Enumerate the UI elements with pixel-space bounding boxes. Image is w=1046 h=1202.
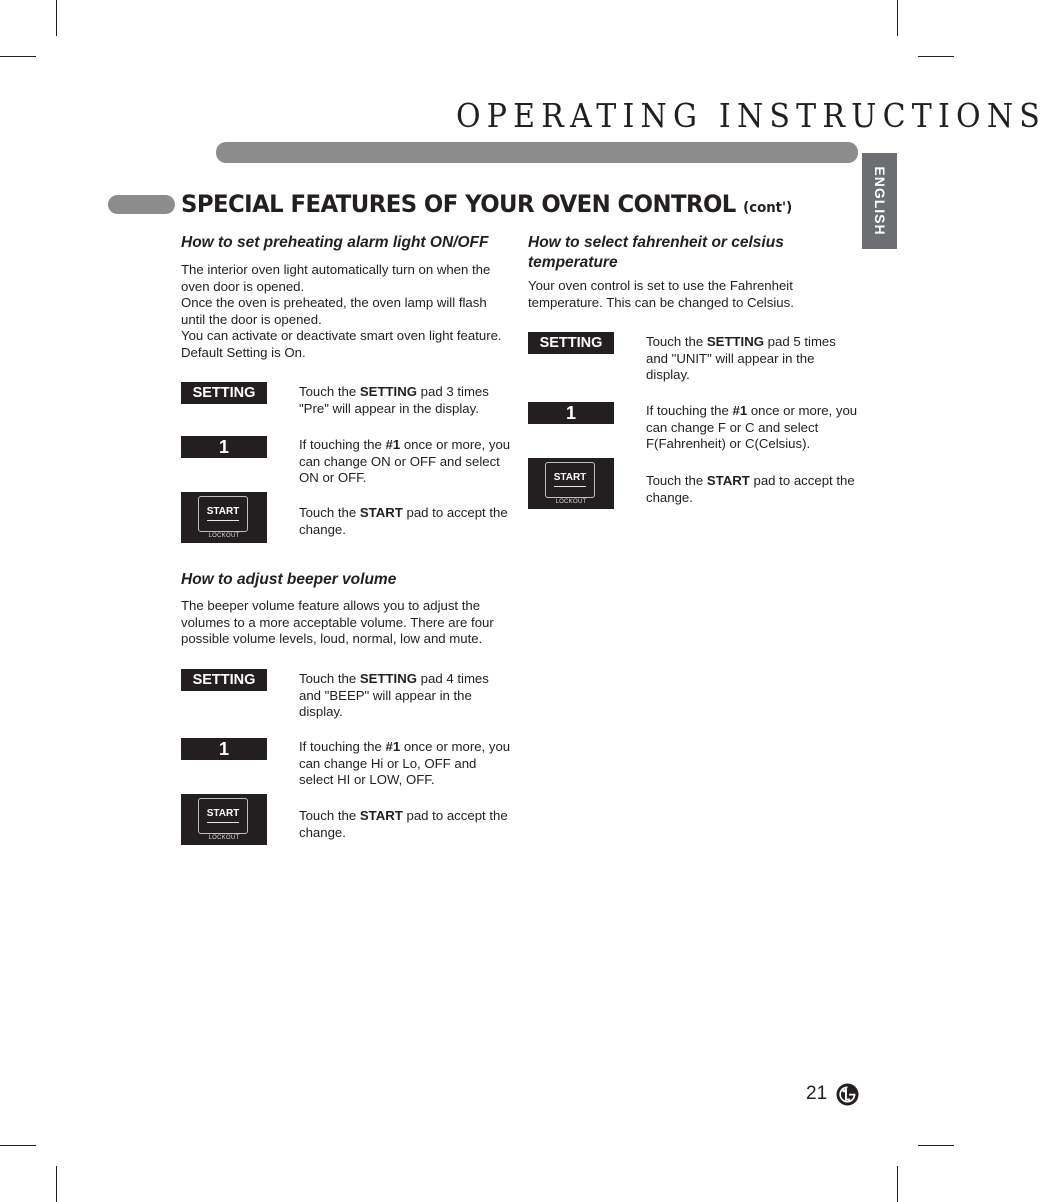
- crop-mark: [56, 1166, 57, 1202]
- step-instruction: [646, 334, 858, 384]
- crop-mark: [918, 56, 954, 57]
- number-pad-label: 1: [218, 739, 229, 759]
- step-text: Touch the: [646, 334, 707, 349]
- step-text: once or more, you can change ON or OFF and select ON or OFF.: [299, 437, 511, 485]
- start-pad[interactable]: [181, 492, 267, 543]
- number-1-pad[interactable]: [528, 402, 614, 424]
- temperature-heading: How to select fahrenheit or celsius temperature: [528, 234, 784, 271]
- start-pad-line: [207, 822, 239, 823]
- step-instruction: [299, 384, 511, 417]
- setting-pad-label: SETTING: [192, 385, 256, 401]
- step-text: pad 5 times and "UNIT" will appear in the display.: [646, 334, 836, 382]
- step-instruction: [299, 671, 511, 721]
- step-text-bold: SETTING: [359, 671, 418, 686]
- setting-pad[interactable]: [528, 332, 614, 354]
- step-text-bold: SETTING: [706, 334, 765, 349]
- start-pad-frame: [198, 496, 248, 532]
- step-text: If touching the: [299, 739, 386, 754]
- step-text: once or more, you can change Hi or Lo, OFF and select HI or LOW, OFF.: [299, 739, 511, 787]
- step-text: once or more, you can change F or C and select F(Fahrenheit) or C(Celsius).: [646, 403, 858, 451]
- number-1-pad[interactable]: [181, 738, 267, 760]
- step-text-bold: #1: [732, 403, 748, 418]
- step-instruction: [299, 808, 511, 841]
- start-pad-line: [554, 486, 586, 487]
- step-text: If touching the: [299, 437, 386, 452]
- step-instruction: [299, 437, 511, 487]
- crop-mark: [0, 1145, 36, 1146]
- step-text: pad to accept the change.: [299, 505, 508, 537]
- step-text-bold: START: [359, 808, 403, 823]
- crop-mark: [897, 1166, 898, 1202]
- preheat-heading: How to set preheating alarm light ON/OFF: [181, 234, 489, 251]
- setting-pad[interactable]: [181, 382, 267, 404]
- step-text: pad 3 times "Pre" will appear in the display.: [299, 384, 489, 416]
- preheat-description-line: Once the oven is preheated, the oven lamp will flash until the door is opened.: [181, 295, 487, 327]
- section-pill: [108, 195, 175, 214]
- setting-pad-label: SETTING: [539, 335, 603, 351]
- step-text: pad to accept the change.: [299, 808, 508, 840]
- setting-pad[interactable]: [181, 669, 267, 691]
- step-text: Touch the: [646, 473, 707, 488]
- step-text: Touch the: [299, 808, 360, 823]
- beeper-heading: How to adjust beeper volume: [181, 571, 397, 588]
- step-instruction: [646, 403, 858, 453]
- language-tab-label: ENGLISH: [871, 166, 888, 236]
- section-title: [181, 190, 792, 218]
- step-text-bold: START: [359, 505, 403, 520]
- start-pad-frame: [545, 462, 595, 498]
- step-instruction: [299, 739, 511, 789]
- step-instruction: [299, 505, 511, 538]
- start-pad-label: START: [553, 472, 587, 483]
- temperature-description: Your oven control is set to use the Fahrenheit temperature. This can be changed to Celsius.: [528, 278, 794, 310]
- preheat-description: [181, 262, 511, 361]
- preheat-description-line: You can activate or deactivate smart oven light feature. Default Setting is On.: [181, 328, 502, 360]
- header-bar: [216, 142, 858, 163]
- setting-pad-label: SETTING: [192, 672, 256, 688]
- crop-mark: [897, 0, 898, 36]
- step-text-bold: #1: [385, 739, 401, 754]
- section-title-suffix: (cont'): [743, 200, 793, 216]
- number-pad-label: 1: [565, 403, 576, 423]
- crop-mark: [56, 0, 57, 36]
- start-pad-label: START: [206, 808, 240, 819]
- start-pad[interactable]: [181, 794, 267, 845]
- step-text: Touch the: [299, 384, 360, 399]
- lockout-label: LOCKOUT: [555, 499, 587, 505]
- step-text-bold: SETTING: [359, 384, 418, 399]
- lockout-label: LOCKOUT: [208, 835, 240, 841]
- start-pad-line: [207, 520, 239, 521]
- step-instruction: [646, 473, 858, 506]
- start-pad[interactable]: [528, 458, 614, 509]
- step-text: Touch the: [299, 505, 360, 520]
- step-text: If touching the: [646, 403, 733, 418]
- crop-mark: [918, 1145, 954, 1146]
- lg-logo-icon: [836, 1083, 859, 1106]
- page-number: 21: [806, 1083, 828, 1104]
- start-pad-label: START: [206, 506, 240, 517]
- language-tab: [862, 153, 897, 249]
- number-pad-label: 1: [218, 437, 229, 457]
- lockout-label: LOCKOUT: [208, 533, 240, 539]
- page-header-title: OPERATING INSTRUCTIONS: [456, 98, 1046, 136]
- crop-mark: [0, 56, 36, 57]
- preheat-description-line: The interior oven light automatically turn on when the oven door is opened.: [181, 262, 491, 294]
- beeper-description: The beeper volume feature allows you to adjust the volumes to a more acceptable volume. There are four possible volume levels, loud, normal, low and mute.: [181, 598, 494, 646]
- number-1-pad[interactable]: [181, 436, 267, 458]
- start-pad-frame: [198, 798, 248, 834]
- step-text: pad 4 times and "BEEP" will appear in the display.: [299, 671, 489, 719]
- step-text: pad to accept the change.: [646, 473, 855, 505]
- step-text-bold: START: [706, 473, 750, 488]
- step-text: Touch the: [299, 671, 360, 686]
- step-text-bold: #1: [385, 437, 401, 452]
- section-title-text: SPECIAL FEATURES OF YOUR OVEN CONTROL: [181, 190, 736, 218]
